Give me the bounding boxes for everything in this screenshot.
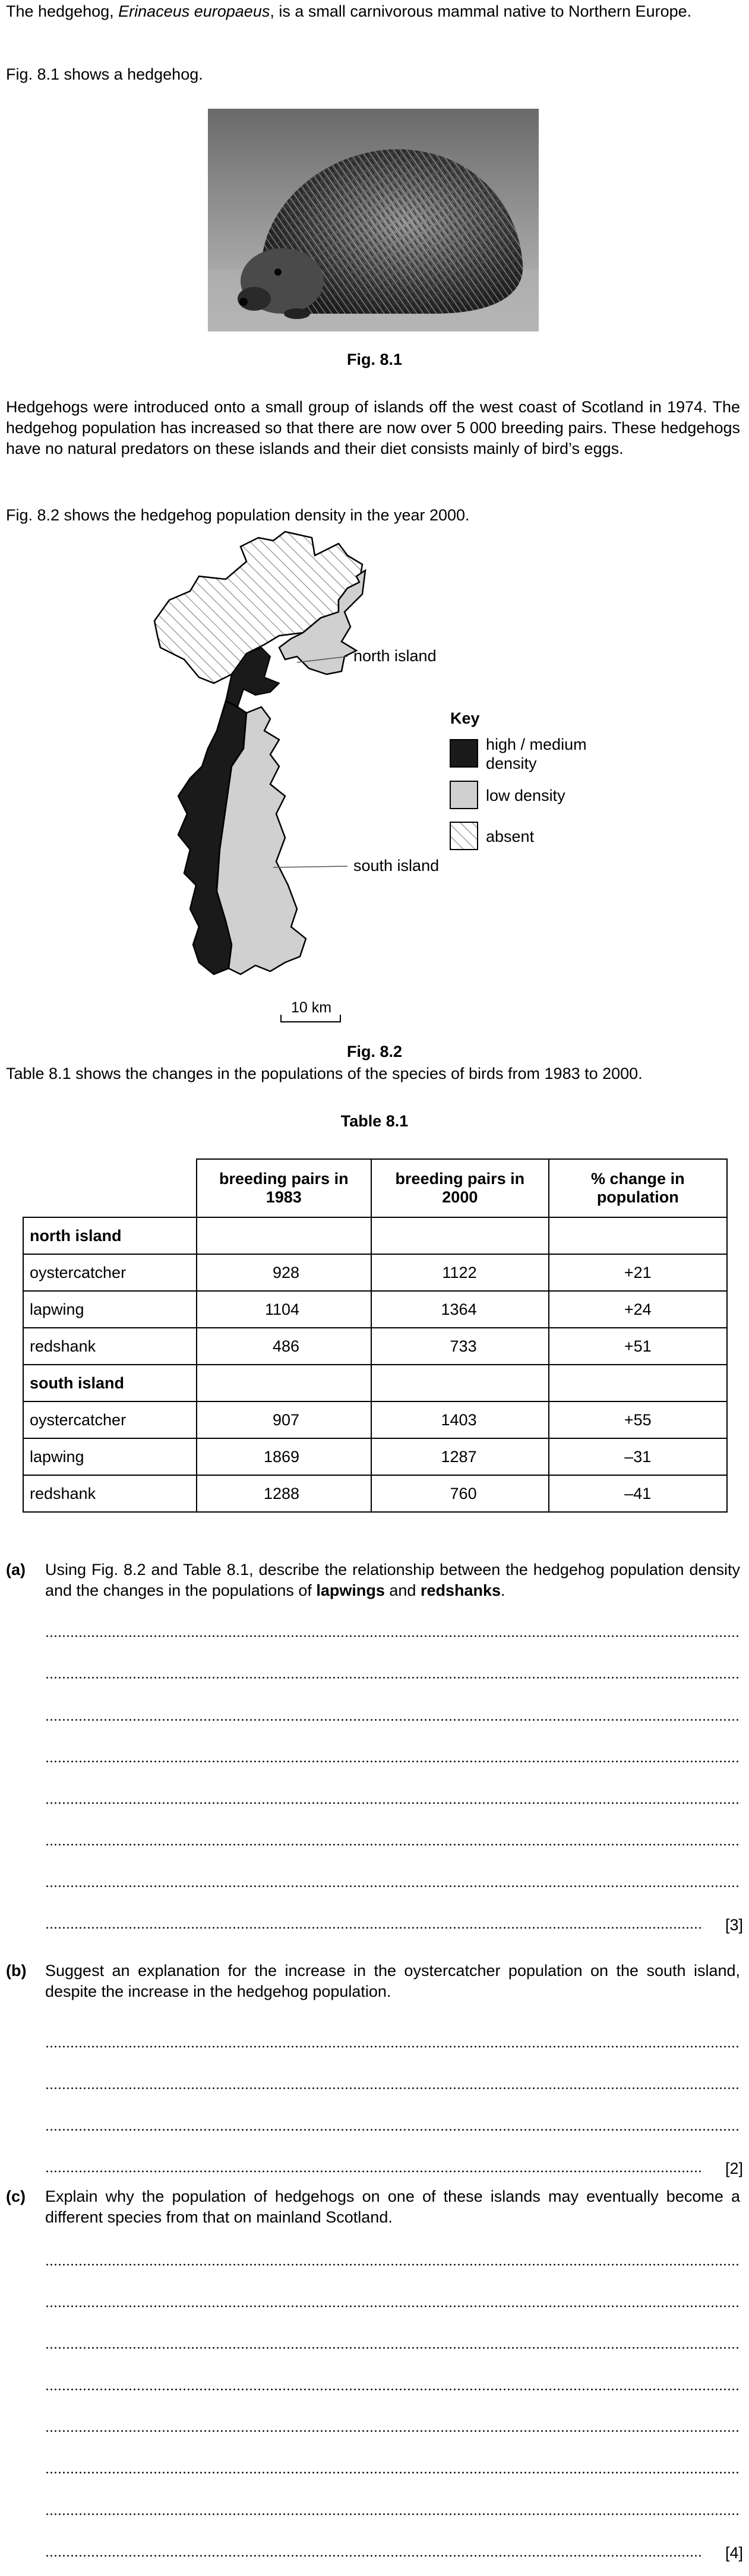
value-1983-cell: 928 — [197, 1254, 372, 1291]
hedgehog-photo — [208, 109, 539, 332]
section-south-island: south island — [23, 1365, 197, 1401]
table-row — [23, 1438, 727, 1475]
question-b-label: (b) — [6, 1962, 27, 1980]
answer-line-b2[interactable] — [45, 2087, 740, 2089]
value-2000-cell: 1364 — [371, 1291, 549, 1328]
question-a-text-mid: and — [384, 1581, 421, 1599]
value-1983-cell: 1869 — [197, 1438, 372, 1475]
answer-line-b3[interactable] — [45, 2129, 740, 2131]
question-c-text: Explain why the population of hedgehogs on one of these islands may eventually become a different species from that on mainland Scotland. — [45, 2187, 740, 2226]
fig1-caption: Fig. 8.1 — [346, 351, 403, 368]
intro-text: The hedgehog, — [6, 2, 119, 20]
answer-line-c6[interactable] — [45, 2471, 740, 2474]
question-a-text-end: . — [501, 1581, 505, 1599]
change-cell: +21 — [549, 1254, 727, 1291]
value-1983-cell: 486 — [197, 1328, 372, 1365]
table-row — [23, 1291, 727, 1328]
fig2-caption: Fig. 8.2 — [346, 1043, 403, 1060]
question-a-marks: [3] — [725, 1916, 743, 1934]
table-header-1983: breeding pairs in 1983 — [197, 1159, 372, 1217]
table-header-change: % change in population — [549, 1159, 727, 1217]
answer-line-a2[interactable] — [45, 1677, 740, 1679]
key-low-swatch — [450, 781, 478, 809]
value-2000-cell: 1122 — [371, 1254, 549, 1291]
value-1983-cell: 1104 — [197, 1291, 372, 1328]
answer-line-a5[interactable] — [45, 1802, 740, 1804]
key-absent-label: absent — [486, 828, 535, 845]
question-a-label: (a) — [6, 1561, 26, 1579]
answer-line-b1[interactable] — [45, 2045, 740, 2048]
question-c-marks: [4] — [725, 2544, 743, 2562]
key-absent-swatch — [450, 822, 478, 850]
species-cell: oystercatcher — [23, 1254, 197, 1291]
species-cell: redshank — [23, 1475, 197, 1512]
answer-line-c3[interactable] — [45, 2347, 740, 2349]
answer-line-c1[interactable] — [45, 2264, 740, 2266]
island-map — [143, 529, 737, 1028]
species-cell: oystercatcher — [23, 1401, 197, 1438]
question-a-bold-lapwings: lapwings — [316, 1581, 385, 1599]
intro-paragraph — [6, 1, 740, 22]
table-header-blank — [23, 1159, 197, 1217]
question-a-text-start: Using Fig. 8.2 and Table 8.1, describe the relationship between the hedgehog population density and the changes in the populations of — [45, 1561, 740, 1599]
key-low-label: low density — [486, 787, 565, 804]
change-cell: –31 — [549, 1438, 727, 1475]
table-section-row — [23, 1365, 727, 1401]
change-cell: +51 — [549, 1328, 727, 1365]
south-island-label: south island — [353, 857, 440, 875]
bird-population-table — [23, 1158, 728, 1513]
change-cell: –41 — [549, 1475, 727, 1512]
context-paragraph: Hedgehogs were introduced onto a small group of islands off the west coast of Scotland in 1974. The hedgehog population has increased so that there are now over 5 000 breeding pairs. These hedgehogs have no natural predators on these islands and their diet consists mainly of bird’s eggs. — [6, 398, 740, 457]
value-2000-cell: 733 — [371, 1328, 549, 1365]
key-title: Key — [450, 709, 480, 727]
question-a-bold-redshanks: redshanks — [420, 1581, 501, 1599]
change-cell: +55 — [549, 1401, 727, 1438]
species-cell: redshank — [23, 1328, 197, 1365]
answer-line-a4[interactable] — [45, 1760, 740, 1763]
key-high-swatch — [450, 740, 478, 767]
south-island-leader — [273, 866, 347, 867]
intro-text-end: , is a small carnivorous mammal native to Northern Europe. — [270, 2, 692, 20]
fig1-intro: Fig. 8.1 shows a hedgehog. — [6, 65, 203, 83]
answer-line-c4[interactable] — [45, 2388, 740, 2391]
value-1983-cell: 907 — [197, 1401, 372, 1438]
question-b-marks: [2] — [725, 2160, 743, 2177]
answer-line-a3[interactable] — [45, 1719, 740, 1721]
table-title: Table 8.1 — [340, 1112, 409, 1130]
table-row — [23, 1254, 727, 1291]
table-row — [23, 1475, 727, 1512]
table-header-row — [23, 1159, 727, 1217]
section-north-island: north island — [23, 1217, 197, 1254]
question-a-text — [45, 1560, 740, 1601]
question-b-text: Suggest an explanation for the increase in the oystercatcher population on the south island, despite the increase in the hedgehog population. — [45, 1962, 740, 2000]
question-c-label: (c) — [6, 2187, 26, 2205]
answer-line-a7[interactable] — [45, 1885, 740, 1887]
value-2000-cell: 1403 — [371, 1401, 549, 1438]
table-header-2000: breeding pairs in 2000 — [371, 1159, 549, 1217]
answer-line-c7[interactable] — [45, 2513, 740, 2515]
answer-line-a8[interactable] — [45, 1927, 703, 1929]
table-section-row — [23, 1217, 727, 1254]
answer-line-c5[interactable] — [45, 2430, 740, 2432]
value-2000-cell: 760 — [371, 1475, 549, 1512]
value-2000-cell: 1287 — [371, 1438, 549, 1475]
table-intro: Table 8.1 shows the changes in the populations of the species of birds from 1983 to 2000. — [6, 1065, 643, 1082]
table-row — [23, 1401, 727, 1438]
species-cell: lapwing — [23, 1438, 197, 1475]
species-cell: lapwing — [23, 1291, 197, 1328]
change-cell: +24 — [549, 1291, 727, 1328]
value-1983-cell: 1288 — [197, 1475, 372, 1512]
answer-line-a6[interactable] — [45, 1843, 740, 1846]
scale-label: 10 km — [291, 999, 332, 1016]
answer-line-c2[interactable] — [45, 2305, 740, 2307]
table-row — [23, 1328, 727, 1365]
fig2-intro: Fig. 8.2 shows the hedgehog population density in the year 2000. — [6, 506, 470, 524]
north-island-label: north island — [353, 647, 437, 665]
key-high-label: high / medium density — [486, 735, 587, 772]
species-name: Erinaceus europaeus — [118, 2, 270, 20]
answer-line-b4[interactable] — [45, 2170, 703, 2173]
answer-line-a1[interactable] — [45, 1635, 740, 1637]
answer-line-c8[interactable] — [45, 2555, 703, 2557]
